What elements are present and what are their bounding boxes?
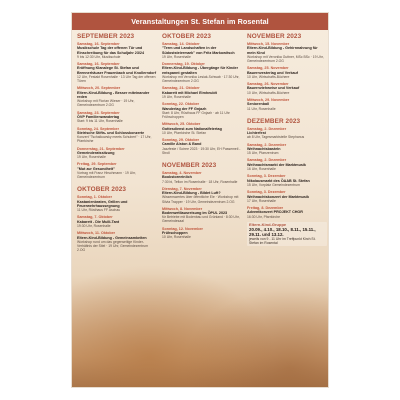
event-title: Bauernviehweise und Verkauf xyxy=(247,86,300,91)
event-item xyxy=(77,162,157,179)
events-poster xyxy=(72,13,328,387)
event-item xyxy=(247,206,327,219)
event-item xyxy=(77,127,157,144)
event-item xyxy=(162,207,242,224)
event-item xyxy=(247,82,327,95)
event-detail: Workshop mit Veronika Lesiak-Schwab · 17:30 Uhr, Gemeindezentrum 2.OG xyxy=(162,75,240,84)
event-item xyxy=(162,187,242,204)
event-detail: Wissenswertes über öffentliche Ele · Workshop mit Silvia Trapper · 19 Uhr, Gemeindezentrum 2.OG xyxy=(162,195,239,204)
event-item xyxy=(247,158,327,171)
event-item xyxy=(77,231,157,252)
event-detail: Konzert "Tschaikowsky meets Schubert" · 17 Uhr, Pfarrkirche xyxy=(77,135,152,144)
event-detail: ab 8 Uhr, Tagesmarktstelle Stephanus xyxy=(247,135,305,140)
event-detail: 10 Uhr, Wirtschafts-Büchere xyxy=(247,90,290,95)
event-title: Eröffnung Klanalege St. Stefan und Brennerhäuser Frauenbach und Knollerndorf xyxy=(77,66,157,75)
event-title: Bauernvesterlag und Verkauf xyxy=(247,70,299,75)
event-detail: 19 Uhr, Rosenhalle xyxy=(77,155,106,160)
event-date: Mittwoch, 8. November xyxy=(162,206,203,211)
event-item xyxy=(77,215,157,228)
event-date: Samstag, 2. Dezember xyxy=(247,158,287,163)
event-item xyxy=(77,195,157,212)
event-date: Samstag, 16. September xyxy=(77,62,120,67)
event-title: Eltern-Kind-Bildung - Gehirnnahrung für mein Kind xyxy=(247,46,318,55)
event-date: Freitag, 29. September xyxy=(77,162,117,167)
event-detail: 10 Uhr, Rosenhalle xyxy=(162,235,191,240)
event-date: Freitag, 8. Dezember xyxy=(247,206,284,211)
event-title: Eltern-Kind-Bildung - Gemeinsamkeiten xyxy=(77,235,147,240)
month-heading: NOVEMBER 2023 xyxy=(162,161,217,169)
event-detail: Workshop rund um das gegenseitige Kinder-Verhältnis der Stiel · 19 Uhr, Gemeindezentrum 2.OG xyxy=(77,239,149,253)
event-detail: 11 Uhr, Rüsthaus FF Aschau xyxy=(77,208,121,213)
event-title: Weihnachtsmarkt der Marktmusik xyxy=(247,162,306,167)
event-date: Mittwoch, 15. November xyxy=(247,42,290,46)
event-date: Mittwoch, 29. November xyxy=(247,98,290,103)
event-title: "Mut zur Gesundheit" xyxy=(77,166,115,171)
event-item xyxy=(162,62,242,83)
event-item xyxy=(77,86,157,107)
event-date: Samstag, 16. September xyxy=(77,42,120,46)
event-date: Samstag, 7. Oktober xyxy=(77,215,113,220)
event-detail: Start: 9 bis 11 Uhr, Rosenhalle xyxy=(77,119,123,124)
event-item xyxy=(247,66,327,79)
event-date: Sonntag, 1. Oktober xyxy=(77,195,113,200)
event-date: Sonntag, 24. September xyxy=(77,126,120,131)
event-item xyxy=(162,122,242,135)
event-detail: Start: 8 Uhr, Rüsthaus FF Gnjazh · ab 11 Uhr Frühschoppen xyxy=(162,110,230,119)
poster-header: Veranstaltungen St. Stefan im Rosental xyxy=(72,13,328,30)
event-date: Samstag, 25. November xyxy=(247,66,289,71)
group-dates: 20.09., 4.10., 18.10., 8.11., 15.11., 29.11. und 13.12. xyxy=(249,227,316,238)
event-title: ÖVP Familienwandertag xyxy=(77,115,120,119)
event-item xyxy=(247,98,327,111)
event-detail: Workshop mit Florian Wieser · 19 Uhr, Gemeindezentrum 2.OG xyxy=(77,99,135,108)
event-date: Samstag, 21. Oktober xyxy=(162,86,200,91)
event-date: Sonntag, 29. Oktober xyxy=(162,138,200,143)
event-item xyxy=(162,227,242,240)
month-heading: SEPTEMBER 2023 xyxy=(77,33,135,40)
group-detail: jeweils von 9 - 11 Uhr im Treffpunkt Kirch St. Stefan im Rosental xyxy=(249,237,316,246)
event-detail: 15 Uhr, Pfarrzentrum xyxy=(247,151,279,156)
event-title: Lichterfest xyxy=(247,131,266,135)
event-item xyxy=(247,143,327,156)
event-date: Mittwoch, 25. Oktober xyxy=(162,122,201,127)
event-item xyxy=(247,127,327,140)
event-detail: 16:30 Uhr, Pfarrkirche xyxy=(247,214,280,219)
event-item xyxy=(247,42,327,63)
event-detail: 17 Uhr, Rosenhalle xyxy=(247,198,276,203)
event-date: Samstag, 2. Dezember xyxy=(247,142,287,147)
event-title: Kabarett mit Michael Eimheuldt xyxy=(162,90,217,95)
event-title: Wanderlag der FF Gnjazh xyxy=(162,106,207,111)
event-item xyxy=(162,102,242,119)
recurring-group-box xyxy=(247,222,327,246)
event-title: Adventkonzert PROJEKT CHOR xyxy=(247,210,303,215)
event-detail: 12 Uhr, Festakt Rosenhalle · 13 Uhr Tag der offenen Türen xyxy=(77,75,156,84)
event-detail: 19 Uhr, Rosenhalle xyxy=(162,54,191,59)
event-title: Kastanienbraten, Grillen und Feuerwehrhaussegnung xyxy=(77,199,128,208)
event-detail: Workshop mit Veronika Guttner, MSc BSc · 19 Uhr, Gemeindezentrum 2.OG xyxy=(247,54,324,63)
event-title: Eltern-Kind-Bildung - Übergänge für Kinder entspannt gestalten xyxy=(162,66,239,75)
event-item xyxy=(77,42,157,59)
event-detail: 19:30 Uhr, Rosenhalle xyxy=(77,223,111,228)
event-detail: 11 Uhr, Rosenhalle xyxy=(247,106,276,111)
event-title: Weihnachtsbasteln xyxy=(247,146,281,151)
event-detail: 9 bis 12:30 Uhr, Musikschule xyxy=(77,54,121,59)
event-title: Weihnachtskonzert der Marktmusik xyxy=(247,194,310,199)
event-date: Sonntag, 3. Dezember xyxy=(247,174,286,179)
event-detail: 10 Uhr, Pfarrkirche St. Stefan xyxy=(162,130,207,135)
event-item xyxy=(247,174,327,187)
month-heading: OKTOBER 2023 xyxy=(77,186,127,194)
month-heading: DEZEMBER 2023 xyxy=(247,117,301,125)
event-title: Seniorenball xyxy=(247,102,270,107)
event-detail: 7:30 bi, Teflon im Rosenhalle · 18 Uhr, Rosenhalle xyxy=(162,179,238,184)
event-item xyxy=(162,86,242,99)
event-title: "Term und Landschaften in der Südoststeiermark" von Fritz Markowitsch xyxy=(162,46,235,55)
event-item xyxy=(162,138,242,155)
event-title: Bookstoreeinlich xyxy=(162,175,192,180)
event-item xyxy=(162,171,242,184)
group-heading: Eltern-Kind-Gruppe xyxy=(249,221,287,227)
event-date: Mittwoch, 20. September xyxy=(77,86,121,91)
event-detail: Vortrag mit Franz Hirschmann · 19 Uhr, Gemeindezentrum xyxy=(77,171,136,180)
event-date: Sonntag, 3. Dezember xyxy=(247,190,286,195)
event-title: Musikschule Tag der offenen Tür und Einschreibung für das Schuljahr 23/24 xyxy=(77,46,145,55)
event-detail: Jazzfeste / Soiree 2023 · 19:30 Uhr, EH Passemeil - Stroll xyxy=(162,146,241,155)
event-title: Frühschoppen xyxy=(162,231,188,236)
event-title: Camille Alston & Band xyxy=(162,142,202,147)
event-title: Steirische Stifts- und Schlosskonzerte xyxy=(77,130,145,135)
column-2 xyxy=(162,33,242,243)
event-date: Samstag, 4. November xyxy=(162,170,202,175)
event-detail: 19 Uhr, Rosenhalle xyxy=(162,95,191,100)
event-date: Sonntag, 22. Oktober xyxy=(162,102,200,107)
event-title: Nikolausmarkt des ÖAAB St. Stefan xyxy=(247,178,310,183)
event-date: Donnerstag, 21. September xyxy=(77,146,125,151)
event-date: Mittwoch, 11. Oktober xyxy=(77,231,116,236)
month-heading: NOVEMBER 2023 xyxy=(247,33,302,40)
event-detail: für Betriebe mit Bodenbau und Grünland · 8:30 Uhr, Gemeindesaal xyxy=(162,215,240,224)
event-date: Samstag, 2. Dezember xyxy=(247,126,287,131)
event-title: Gemeinderatssitzung xyxy=(77,150,115,155)
event-title: Eltern-Kind-Bildung - Besser miteinander reden xyxy=(77,90,150,100)
event-date: Samstag, 26. November xyxy=(247,82,289,87)
event-date: Sonntag, 12. November xyxy=(162,226,203,231)
event-item xyxy=(77,62,157,83)
event-item xyxy=(77,111,157,124)
column-3 xyxy=(247,33,327,246)
column-1 xyxy=(77,33,157,255)
event-detail: 10 Uhr, Wirtschafts-Büchere xyxy=(247,74,290,79)
event-title: Eltern-Kind-Bildung - Bildet Luft? xyxy=(162,191,221,196)
event-item xyxy=(162,42,242,59)
event-date: Donnerstag, 19. Oktober xyxy=(162,62,205,67)
event-title: Gottesdienst zum Nationalfeiertag xyxy=(162,126,222,131)
month-heading: OKTOBER 2023 xyxy=(162,33,212,40)
event-date: Samstag, 23. September xyxy=(77,110,120,115)
event-title: Bodenwetliausreisung im ÖPUL 2023 xyxy=(162,211,228,216)
event-detail: 15 Uhr, Vorplatz Gemeindezentrum xyxy=(247,182,300,187)
event-title: Kabarett - Die Mulli-Tant xyxy=(77,219,120,224)
event-item xyxy=(77,147,157,160)
event-date: Samstag, 14. Oktober xyxy=(162,42,200,46)
event-detail: 16 Uhr, Rosenhalle xyxy=(247,167,276,172)
event-item xyxy=(247,190,327,203)
event-date: Dienstag, 7. November xyxy=(162,186,202,191)
